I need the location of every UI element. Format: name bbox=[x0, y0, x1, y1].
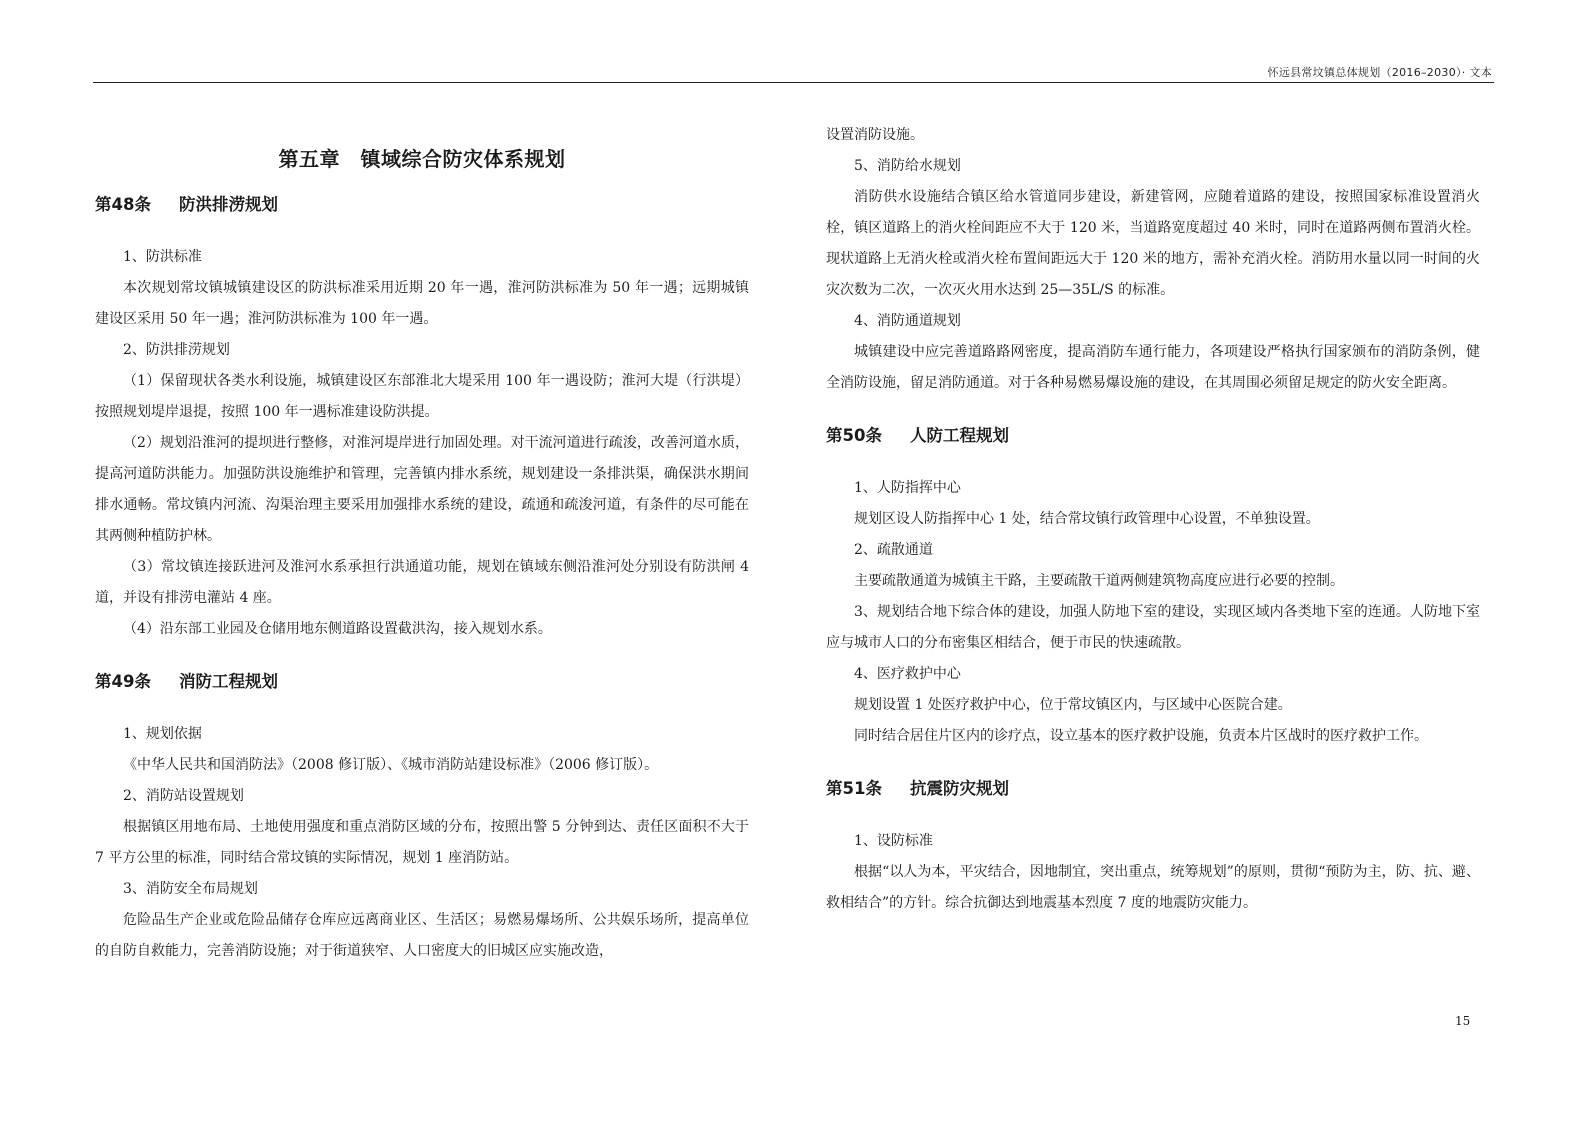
article-number: 第51条 bbox=[826, 779, 882, 798]
paragraph: 4、医疗救护中心 bbox=[854, 666, 961, 682]
paragraph: 根据“以人为本，平灾结合，因地制宜，突出重点，统筹规划”的原则，贯彻“预防为主，防、抗、避、救相结合”的方针。综合抗御达到地震基本烈度 7 度的地震防灾能力。 bbox=[826, 864, 1480, 911]
article-49-heading bbox=[95, 667, 749, 697]
paragraph: 城镇建设中应完善道路路网密度，提高消防车通行能力，各项建设严格执行国家颁布的消防条例，健全消防设施，留足消防通道。对于各种易燃易爆设施的建设，在其周围必须留足规定的防火安全距离。 bbox=[826, 344, 1480, 391]
section-spacer bbox=[95, 645, 749, 667]
article-title: 消防工程规划 bbox=[179, 672, 278, 691]
paragraph: （3）常坟镇连接跃进河及淮河水系承担行洪通道功能，规划在镇域东侧沿淮河处分别设有防洪闸 4 道，并设有排涝电灌站 4 座。 bbox=[95, 559, 749, 606]
paragraph: 1、防洪标准 bbox=[123, 249, 202, 265]
page-number: 15 bbox=[1455, 1014, 1471, 1028]
paragraph: （1）保留现状各类水利设施，城镇建设区东部淮北大堤采用 100 年一遇设防；淮河大堤（行洪堤）按照规划堤岸退提，按照 100 年一遇标准建设防洪提。 bbox=[95, 373, 749, 420]
paragraph: 同时结合居住片区内的诊疗点，设立基本的医疗救护设施，负责本片区战时的医疗救护工作。 bbox=[854, 728, 1428, 744]
article-50-heading bbox=[826, 421, 1480, 451]
article-number: 第49条 bbox=[95, 672, 151, 691]
paragraph: 主要疏散通道为城镇主干路，主要疏散干道两侧建筑物高度应进行必要的控制。 bbox=[854, 573, 1344, 589]
article-number: 第50条 bbox=[826, 426, 882, 445]
paragraph: （2）规划沿淮河的提坝进行整修，对淮河堤岸进行加固处理。对干流河道进行疏浚，改善河道水质，提高河道防洪能力。加强防洪设施维护和管理，完善镇内排水系统，规划建设一条排洪渠，确保洪水期间排水通畅。常坟镇内河流、沟渠治理主要采用加强排水系统的建设，疏通和疏浚河道，有条件的尽可能在其两侧种植防护林。 bbox=[95, 435, 749, 544]
paragraph: 2、疏散通道 bbox=[854, 542, 933, 558]
paragraph: （4）沿东部工业园及仓储用地东侧道路设置截洪沟，接入规划水系。 bbox=[123, 621, 552, 637]
paragraph: 《中华人民共和国消防法》（2008 修订版）、《城市消防站建设标准》（2006 修订版）。 bbox=[123, 757, 659, 773]
right-column bbox=[826, 120, 1480, 919]
paragraph: 规划设置 1 处医疗救护中心，位于常坟镇区内，与区域中心医院合建。 bbox=[854, 697, 1292, 713]
paragraph: 3、规划结合地下综合体的建设，加强人防地下室的建设，实现区域内各类地下室的连通。人防地下室应与城市人口的分布密集区相结合，便于市民的快速疏散。 bbox=[826, 604, 1480, 651]
article-title: 防洪排涝规划 bbox=[179, 195, 278, 214]
left-column bbox=[95, 120, 749, 967]
paragraph: 3、消防安全布局规划 bbox=[123, 881, 258, 897]
document-title: 怀远县常坟镇总体规划（2016–2030）· 文本 bbox=[1267, 66, 1492, 79]
paragraph: 设置消防设施。 bbox=[826, 127, 924, 143]
paragraph: 危险品生产企业或危险品储存仓库应远离商业区、生活区；易燃易爆场所、公共娱乐场所，提高单位的自防自救能力，完善消防设施；对于街道狭窄、人口密度大的旧城区应实施改造， bbox=[95, 912, 749, 959]
paragraph: 规划区设人防指挥中心 1 处，结合常坟镇行政管理中心设置，不单独设置。 bbox=[854, 511, 1320, 527]
section-spacer bbox=[826, 752, 1480, 774]
paragraph: 根据镇区用地布局、土地使用强度和重点消防区域的分布，按照出警 5 分钟到达、责任区面积不大于 7 平方公里的标准，同时结合常坟镇的实际情况，规划 1 座消防站。 bbox=[95, 819, 749, 866]
paragraph: 2、消防站设置规划 bbox=[123, 788, 244, 804]
paragraph: 5、消防给水规划 bbox=[854, 158, 961, 174]
chapter-title: 第五章 镇域综合防灾体系规划 bbox=[278, 147, 566, 171]
paragraph: 4、消防通道规划 bbox=[854, 313, 961, 329]
article-title: 人防工程规划 bbox=[910, 426, 1009, 445]
page-header bbox=[93, 60, 1494, 83]
paragraph: 1、人防指挥中心 bbox=[854, 480, 961, 496]
article-number: 第48条 bbox=[95, 195, 151, 214]
paragraph: 2、防洪排涝规划 bbox=[123, 342, 230, 358]
paragraph: 1、规划依据 bbox=[123, 726, 202, 742]
article-title: 抗震防灾规划 bbox=[910, 779, 1009, 798]
section-spacer bbox=[826, 399, 1480, 421]
paragraph: 消防供水设施结合镇区给水管道同步建设，新建管网，应随着道路的建设，按照国家标准设置消火栓，镇区道路上的消火栓间距应不大于 120 米，当道路宽度超过 40 米时，同时在道路两侧布置消火栓。现状道路上无消火栓或消火栓布置间距远大于 120 米的地方，需补充消火栓。消防用水量以同一时间的火灾次数为二次，一次灭火用水达到 25—35L/S 的标准。 bbox=[826, 189, 1480, 298]
article-51-heading bbox=[826, 774, 1480, 804]
article-48-heading bbox=[95, 190, 749, 220]
paragraph: 1、设防标准 bbox=[854, 833, 933, 849]
paragraph: 本次规划常坟镇城镇建设区的防洪标准采用近期 20 年一遇，淮河防洪标准为 50 年一遇；远期城镇建设区采用 50 年一遇；淮河防洪标准为 100 年一遇。 bbox=[95, 280, 749, 327]
